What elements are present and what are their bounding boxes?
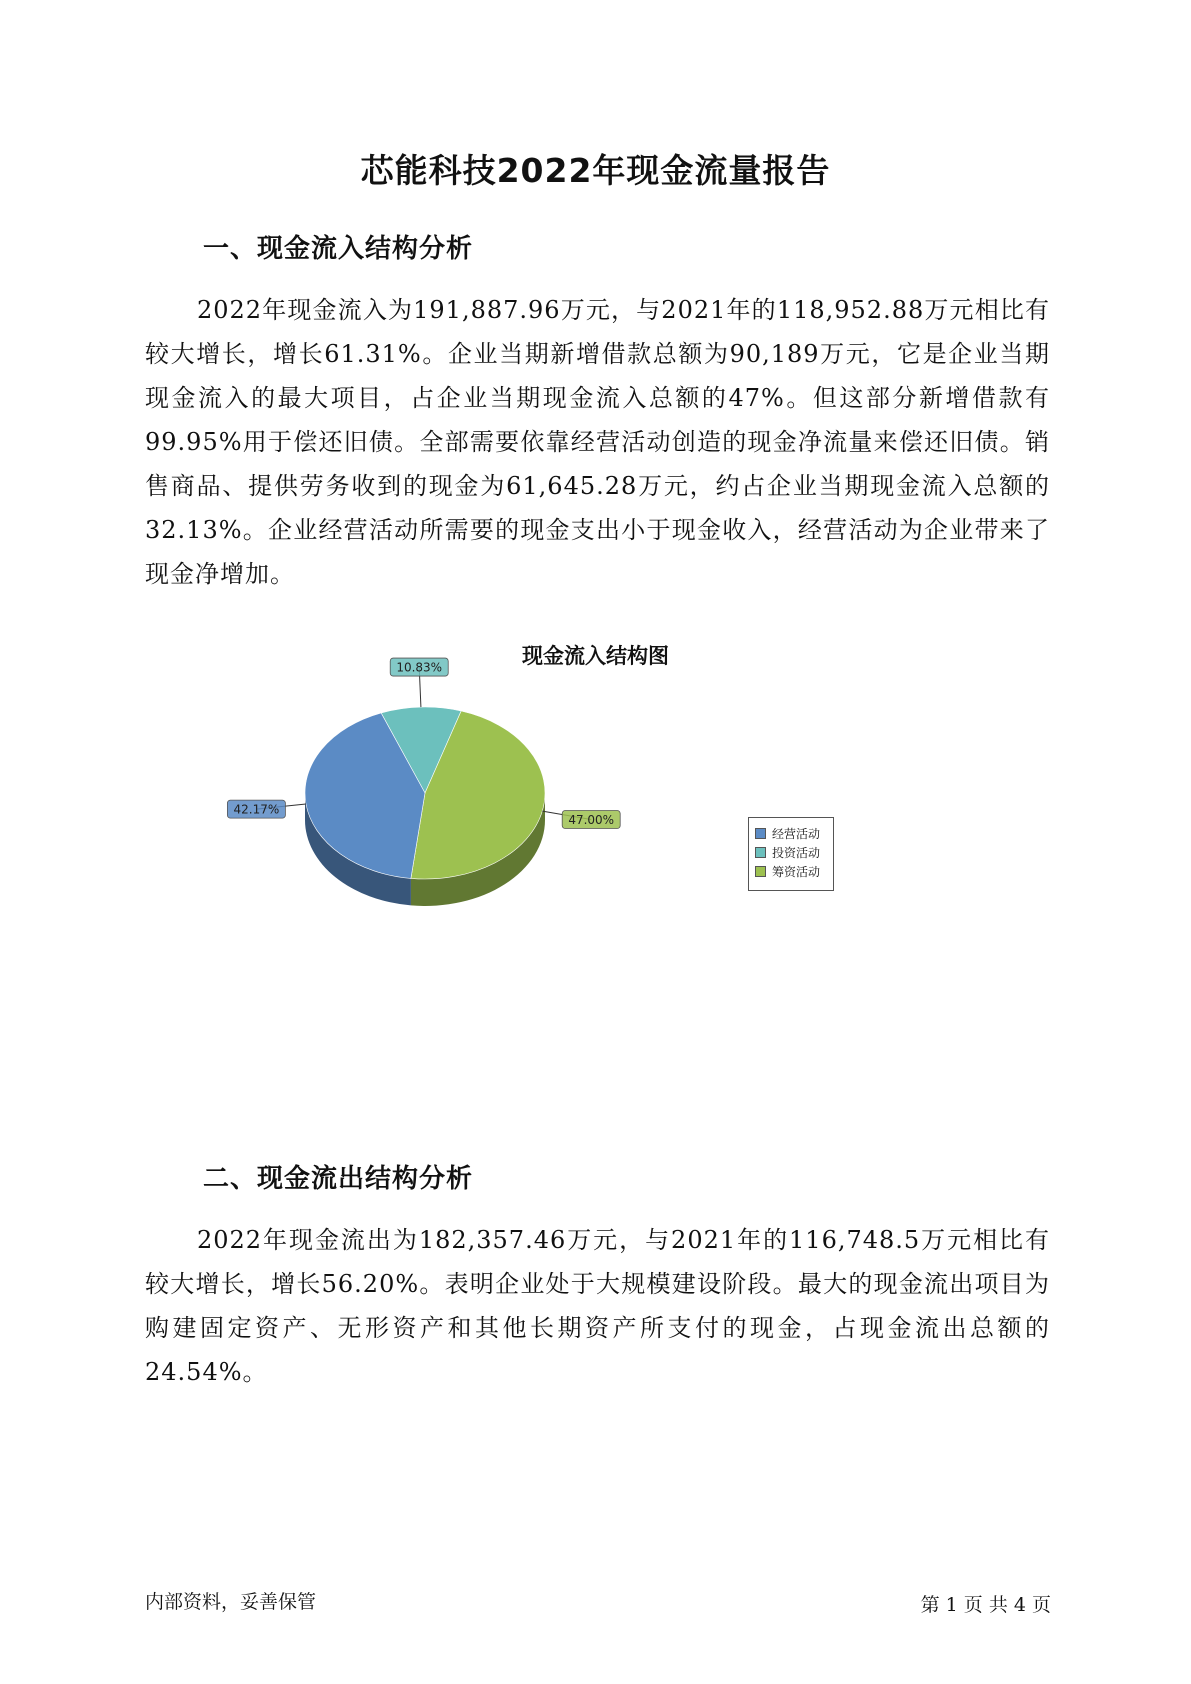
legend-swatch bbox=[755, 847, 766, 858]
legend-label: 经营活动 bbox=[772, 827, 821, 841]
legend-swatch bbox=[755, 866, 766, 877]
section2-paragraph: 2022年现金流出为182,357.46万元，与2021年的116,748.5万元相比有较大增长，增长56.20%。表明企业处于大规模建设阶段。最大的现金流出项目为购建固定资产、无形资产和其他长期资产所支付的现金，占现金流出总额的24.54%。 bbox=[145, 1226, 1050, 1386]
legend-item bbox=[755, 824, 827, 843]
legend-label: 筹资活动 bbox=[772, 865, 821, 879]
pie-data-label: 42.17% bbox=[233, 802, 280, 817]
chart-title: 现金流入结构图 bbox=[522, 644, 669, 668]
legend-swatch bbox=[755, 828, 766, 839]
section1-heading: 一、现金流入结构分析 bbox=[203, 234, 474, 264]
section2-heading: 二、现金流出结构分析 bbox=[203, 1164, 474, 1194]
legend-label: 投资活动 bbox=[772, 846, 821, 860]
section1-paragraph: 2022年现金流入为191,887.96万元，与2021年的118,952.88万元相比有较大增长，增长61.31%。企业当期新增借款总额为90,189万元，它是企业当期现金流入的最大项目，占企业当期现金流入总额的47%。但这部分新增借款有99.95%用于偿还旧债。全部需要依靠经营活动创造的现金净流量来偿还旧债。销售商品、提供劳务收到的现金为61,645.28万元，约占企业当期现金流入总额的32.13%。企业经营活动所需要的现金支出小于现金收入，经营活动为企业带来了现金净增加。 bbox=[145, 296, 1050, 588]
page-number: 第 1 页 共 4 页 bbox=[920, 1594, 1051, 1616]
document-title: 芯能科技2022年现金流量报告 bbox=[360, 151, 831, 190]
chart-legend bbox=[748, 817, 834, 891]
legend-item bbox=[755, 843, 827, 862]
pie-data-label: 47.00% bbox=[568, 813, 615, 828]
legend-item bbox=[755, 862, 827, 881]
footer-note: 内部资料，妥善保管 bbox=[145, 1591, 317, 1613]
pie-data-label: 10.83% bbox=[396, 660, 443, 675]
